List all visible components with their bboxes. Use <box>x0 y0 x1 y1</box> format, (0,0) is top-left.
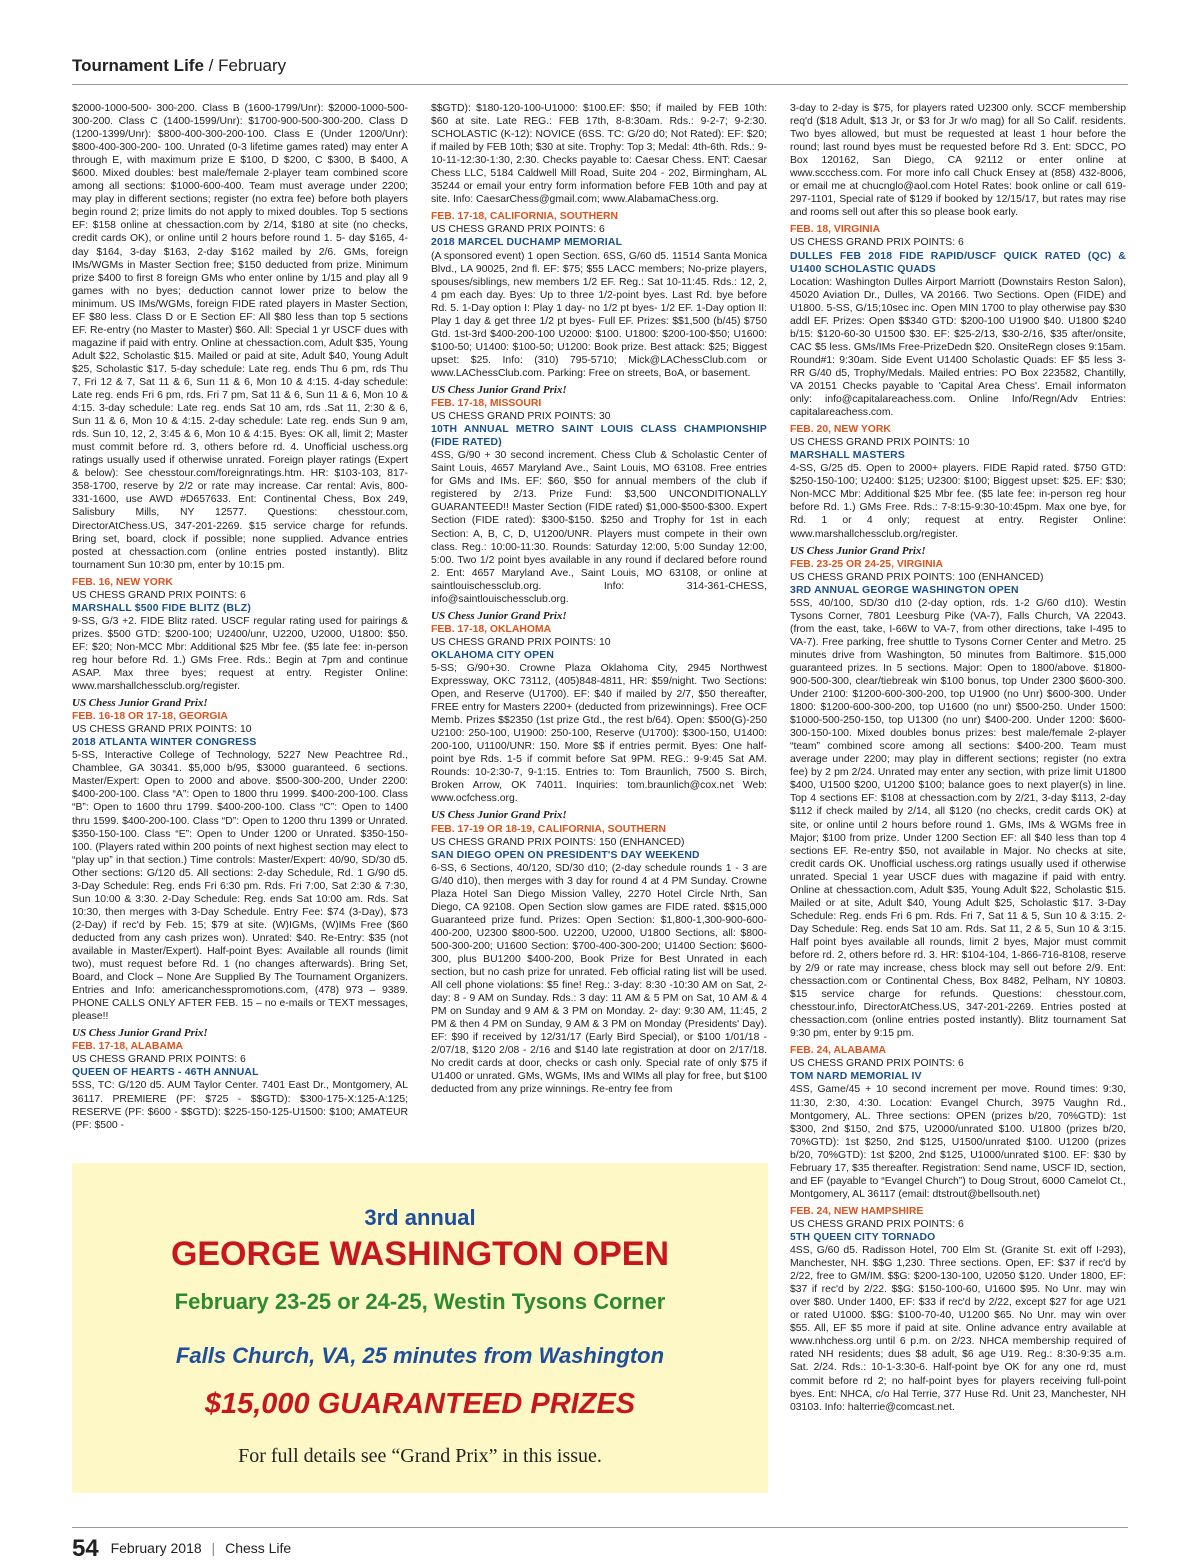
footer-separator: | <box>211 1540 216 1556</box>
event-listing <box>431 610 767 806</box>
column-3 <box>790 102 1126 1418</box>
grand-prix-points: US CHESS GRAND PRIX POINTS: 10 <box>72 724 252 736</box>
column-lead-text: 3-day to 2-day is $75, for players rated U2300 only. SCCF membership req'd ($18 Adult, $13 Jr, or $3 for Jr w/o mag) for all So Calif. residents. Two byes allowed, but must be requested at least 1 hour before the round; last round byes must be requested before Rd 3. Ent: SDCC, PO Box 120162, San Diego, CA 92112 or enter online at www.sccchess.com. For more info call Chuck Ensey at (858) 432-8006, or email me at chucnglo@aol.com Hotel Rates: book online or call 619-297-1101, Special rate of $129 if booked by 12/15/17, but rates may rise and rooms sell out after this so please book early. <box>790 103 1126 219</box>
header-slash: / <box>208 56 214 75</box>
event-listing <box>790 423 1126 540</box>
issue-date: February 2018 <box>110 1540 202 1556</box>
event-date: FEB. 16, NEW YORK <box>72 576 173 588</box>
event-details: Location: Washington Dulles Airport Marriott (Downstairs Reston Salon), 45020 Aviation Dr., Dulles, VA 20166. Two Sections. Open (FIDE) and U1800. 5-SS, G/15;10sec inc. Open MIN 1700 to play otherwise pay $30 addl EF. Prizes: Open $$340 GTD: $200-100 U1900 $40. U1800 $240 b/15: $120-60-30 U1500 $30. EF: $25-2/13, $30-2/16, $35 after/onsite, CAC $5 less. GMs/IMs Free-PrizeDedn $20. OnsiteRegn closes 9:15am. Round#1: 9:30am. Side Event U1400 Scholastic Quads: EF $5 less 3- RR G/40 d5, Trophy/Medals. Mailed entries: PO Box 223582, Chantilly, VA 20151 Checks payable to 'Capital Area Chess'. Email informaton only: info@capitalareachess.com. Online Info/Regn/Adv Entries: capitalareachess.com. <box>790 276 1126 419</box>
event-date: FEB. 17-18, ALABAMA <box>72 1041 184 1053</box>
event-details: 5SS, TC: G/120 d5. AUM Taylor Center. 7401 East Dr., Montgomery, AL 36117. PREMIERE (PF: $725 - $$GTD): $300-175-X:125-A:125; RESERVE (PF: $600 - $$GTD): $225-150-125-U1500: $100; AMATEUR (PF: $500 - <box>72 1080 408 1131</box>
header-rule <box>72 84 1128 85</box>
page-footer <box>72 1535 291 1563</box>
event-listing <box>72 576 408 693</box>
column-2 <box>431 102 767 1101</box>
event-name: QUEEN OF HEARTS - 46TH ANNUAL <box>72 1067 259 1079</box>
event-name: 5TH QUEEN CITY TORNADO <box>790 1231 936 1243</box>
junior-grand-prix-note: US Chess Junior Grand Prix! <box>431 809 567 822</box>
event-date: FEB. 16-18 OR 17-18, GEORGIA <box>72 711 228 723</box>
junior-grand-prix-note: US Chess Junior Grand Prix! <box>72 697 208 710</box>
event-name: MARSHALL MASTERS <box>790 450 905 462</box>
event-listing <box>431 384 767 606</box>
event-date: FEB. 17-19 OR 18-19, CALIFORNIA, SOUTHERN <box>431 823 666 835</box>
event-details: 4SS, G/60 d5. Radisson Hotel, 700 Elm St. (Granite St. exit off I-293), Manchester, NH. $$G 1,230. Three sections. Open, EF: $37 if rec'd by 2/22, free to GM/IM. $$G: $200-130-100, U2050 $120. Under 1800, EF: $37 if rec'd by 2/22. $$G: $150-100-60, U1600 $95. No Unr. may win over $80. Under 1400, EF: $33 if rec'd by 2/22, except $27 for age U21 or rated U1000. $$G: $100-70-40, U1200 $65. No Unr. may win over $55. All, EF $5 more if paid at site. Online advance entry available at www.nhchess.org until 6 p.m. on 2/23. NHCA membership required of rated NH residents; dues $8 adult, $6 age U19. Reg.: 8:30-9:35 a.m. Sat. 2/24. Rds.: 10-1-3:30-6. Half-point bye OK for any one rd, must commit before rd 2; no half-point byes for players receiving full-point byes. Ent: NHCA, c/o Hal Terrie, 377 Huse Rd. Unit 23, Manchester, NH 03103. Info: halterrie@comcast.net. <box>790 1245 1126 1413</box>
event-details: 5-SS, Interactive College of Technology, 5227 New Peachtree Rd., Chamblee, GA 30341. $5,000 b/95, $3000 guaranteed. 6 sections. Master/Expert: Open to 2000 and above. $500-300-200, Under 2200: $400-200-100. Class “A”: Open to 1800 thru 1999. $400-200-100. Class “B”: Open to 1600 thru 1799. $400-200-100. Class “C”: Open to 1400 thru 1599. $400-200-100. Class “D”: Open to 1200 thru 1399 or Unrated. $350-150-100. Class “E”: Open to Under 1200 or Unrated. $350-150-100. (Players rated within 200 points of next highest section may elect to “play up” in that section.) Time controls: Master/Expert: 40/90, SD/30 d5. Other sections: G/120 d5. All sections: 2-day Schedule, Rd. 1 G/90 d5. 3-Day Schedule: Reg. ends Fri 6:30 pm. Rds. Fri 7:00, Sat 2:30 & 7:30, Sun 10:00 & 3:30. 2-Day Schedule: Reg. ends Sat 10:00 am. Rds. Sat 10:30, then merges with 3-Day Schedule. Entry Fee: $74 (3-Day), $73 (2-Day) if rec'd by Feb. 15; $79 at site. (W)IGMs, (W)IMs Free ($60 deducted from any cash prizes won). Unrated: $40. Re-Entry: $35 (not available in Master/Expert). Half-point Byes: Available all rounds (limit two), must request before Rd. 1 (no changes afterwards). Bring Set, Board, and Clock – None Are Supplied By The Tournament Organizers. Entries and Info: americanchesspromotions.com, (478) 973 – 9389. PHONE CALLS ONLY AFTER FEB. 15 – no e-mails or TEXT messages, please!! <box>72 750 408 1023</box>
grand-prix-points: US CHESS GRAND PRIX POINTS: 6 <box>72 1054 246 1066</box>
ad-line-details: For full details see “Grand Prix” in this issue. <box>238 1445 602 1467</box>
event-date: FEB. 23-25 OR 24-25, VIRGINIA <box>790 558 944 570</box>
column-lead-text: $2000-1000-500- 300-200. Class B (1600-1799/Unr): $2000-1000-500-300-200. Class C (1400-1599/Unr): $1700-900-500-300-200. Class D (1200-1399/Unr): $800-400-300-200-100. Class E (Under 1200/Unr): $800-400-300-200- 100. Unrated (0-3 lifetime games rated) may enter A through E, with maximum prize E $100, D $200, C $300, B $400, A $600. Mixed doubles: best male/female 2-player team combined score among all sections: $1000-600-400. Team must average under 2200; may play in different sections; register (no extra fee) before both players begin round 2; prize limits do not apply to mixed doubles. Top 5 sections EF: $158 online at chessaction.com by 2/14, $180 at site (no checks, credit cards OK), or online until 2 hours before round 1. 5- day $165, 4-day $164, 3-day $163, 2-day $162 mailed by 2/6. GMs, foreign IMs/WGMs in Master Section free; $150 deducted from prize. Minimum prize $400 to first 8 foreign GMs who enter online by 1/15 and play all 9 games with no byes; deduction cannot lower prize to below the minimum. US IMs/WGMs, foreign FIDE rated players in Master Section, EF $80 less. Class D or E Section EF: All $80 less than top 5 sections EF. Re-entry (no Master to Master) $60. All: Special 1 yr USCF dues with magazine if paid with entry. Online at chessaction.com, Adult $35, Young Adult $22, Scholastic $15. Mailed or paid at site, Adult $40, Young Adult $25, Scholastic $17. 5-day schedule: Late reg. ends Thu 6 pm, rds Thu 7, Fri 12 & 7, Sat 11 & 6, Sun 11 & 6, Mon 10 & 4:15. 4-day schedule: Late reg. ends Fri 6 pm, rds. Fri 7 pm, Sat 11 & 6, Sun 11 & 6, Mon 10 & 4:15. 3-day schedule: Late reg. ends Sat 10 am, rds .Sat 11, 2:30 & 6, Sun 11 & 6, Mon 10 & 4:15. 2-day schedule: Late reg. ends Sun 9 am, rds. Sun 10, 12, 2, 3:45 & 6, Mon 10 & 4:15. Byes: OK all, limit 2; Master must commit before rd. 3, others before rd. 4. Unofficial uschess.org ratings usually used if otherwise unrated. Foreign player ratings (Expert & below): See chesstour.com/foreignratings.htm. HR: $103-103, 817-358-1700, reserve by 2/2 or rate may increase. Car rental: Avis, 800-331-1600, use AWD #D657633. Ent: Continental Chess, Box 249, Salisbury Mills, NY 12577. Questions: chesstour.com, DirectorAtChess.US, 347-201-2269. $15 service charge for refunds. Bring set, board, clock if possible; none supplied. Advance entries posted at chessaction.com (online entries posted instantly). Blitz tournament Sun 10:30 pm, enter by 10:15 pm. <box>72 103 408 571</box>
event-listing <box>790 1044 1126 1201</box>
running-header <box>72 56 286 76</box>
event-date: FEB. 24, ALABAMA <box>790 1045 887 1057</box>
event-date: FEB. 17-18, MISSOURI <box>431 398 542 410</box>
ad-line-location: Falls Church, VA, 25 minutes from Washington <box>175 1343 665 1368</box>
junior-grand-prix-note: US Chess Junior Grand Prix! <box>790 544 926 557</box>
event-date: FEB. 20, NEW YORK <box>790 424 891 436</box>
ad-line-dates: February 23-25 or 24-25, Westin Tysons Corner <box>174 1289 666 1314</box>
event-listing <box>790 223 1126 419</box>
grand-prix-points: US CHESS GRAND PRIX POINTS: 10 <box>790 437 970 449</box>
event-listing <box>72 697 408 1023</box>
event-listing <box>790 1205 1126 1414</box>
ad-line-prizes: $15,000 GUARANTEED PRIZES <box>204 1388 636 1420</box>
event-details: 4SS, G/90 + 30 second increment. Chess Club & Scholastic Center of Saint Louis, 4657 Maryland Ave., Saint Louis, MO 63108. Free entries for GMs and IMs. EF: $60, $50 for annual members of the club if registered by 2/13. Prize Fund: $3,500 UNCONDITIONALLY GUARANTEED!! Master Section (FIDE rated) $1,000-$500-$300. Expert Section (FIDE rated): $300-$150. $250 and Trophy for 1st in each Section: A, B, C, D, U1200/UNR. Players must compete in their own class. Reg.: 10:00-11:30. Rounds: Saturday 12:00, 5:00 Sunday 12:00, 5:00. Two 1/2 point byes available in any round if declared before round 2. Ent: 4657 Maryland Ave., Saint Louis, MO 63108, or online at saintlouischessclub.org. Info: 314-361-CHESS, info@saintlouischessclub.org. <box>431 450 767 605</box>
grand-prix-points: US CHESS GRAND PRIX POINTS: 30 <box>431 411 611 423</box>
column-1 <box>72 102 408 1136</box>
event-name: 10TH ANNUAL METRO SAINT LOUIS CLASS CHAMPIONSHIP (FIDE RATED) <box>431 424 767 449</box>
event-details: 5-SS; G/90+30. Crowne Plaza Oklahoma City, 2945 Northwest Expressway, OKC 73112, (405)848-4811, HR: $59/night. Two Sections: Open, and Reserve (U1700). EF: $40 if mailed by 2/7, $50 thereafter, FREE entry for Masters 2200+ (deducted from prizewinnings). Free OCF Memb. Prizes $$2350 (1st prize Gtd., the rest b/64). Open: $500(G)-250 U2100: 250-100, U1900: 250-100, Reserve (U1700): $300-150, U1400: 200-100, U1100/UNR: 150. More $$ if entries permit. Byes: One half-point bye Rds. 1-5 if commit before Sat 9PM. REG.: 9-9:45 Sat AM. Rounds: 10-2:30-7, 9-1:15. Entries to: Tom Braunlich, 7500 S. Birch, Broken Arrow, OK 74011. Inquiries: tom.braunlich@cox.net Web: www.ocfchess.org. <box>431 662 767 805</box>
column-lead-text: $$GTD): $180-120-100-U1000: $100.EF: $50; if mailed by FEB 10th: $60 at site. Late REG.: FEB 17th, 8-8:30am. Rds.: 9-2-7; 9-2:30. SCHOLASTIC (K-12): NOVICE (6SS. TC: G/20 d0; Not Rated): EF: $20; if mailed by FEB 10th; $30 at site. Trophy: Top 3; Medal: 4th-6th. Rds.: 9-10-11-12:30-1:30, 2:30. Checks payable to: Caesar Chess. ENT: Caesar Chess LLC, 5184 Caldwell Mill Road, Suite 204 - 202, Birmingham, AL 35244 or email your entry form information before FEB 10th and pay at site. Info: CaesarChess@gmail.com; www.AlabamaChess.org. <box>431 103 767 206</box>
event-name: OKLAHOMA CITY OPEN <box>431 649 555 661</box>
grand-prix-points: US CHESS GRAND PRIX POINTS: 6 <box>431 224 605 236</box>
event-date: FEB. 18, VIRGINIA <box>790 224 881 236</box>
grand-prix-points: US CHESS GRAND PRIX POINTS: 150 (ENHANCED) <box>431 836 685 848</box>
event-listing <box>790 545 1126 1041</box>
event-details: 4-SS, G/25 d5. Open to 2000+ players. FIDE Rapid rated. $750 GTD: $250-150-100; U2400: $125; U2300: $100; Biggest upset: $25. EF: $30; Non-MCC Mbr: Additional $25 Mbr fee. ($5 late fee: in-person reg hour before Rd. 1.) GMs Free. Rds.: 7-8:15-9:30-10:45pm. Max one bye, for Rd. 1 or 4 only; request at entry. Register Online: www.marshallchessclub.org/register. <box>790 463 1126 540</box>
event-name: DULLES FEB 2018 FIDE RAPID/USCF QUICK RATED (QC) & U1400 SCHOLASTIC QUADS <box>790 250 1126 275</box>
grand-prix-points: US CHESS GRAND PRIX POINTS: 6 <box>72 589 246 601</box>
grand-prix-points: US CHESS GRAND PRIX POINTS: 6 <box>790 237 964 249</box>
junior-grand-prix-note: US Chess Junior Grand Prix! <box>431 609 567 622</box>
event-details: 5SS, 40/100, SD/30 d10 (2-day option, rds. 1-2 G/60 d10). Westin Tysons Corner, 7801 Leesburg Pike (VA-7), Falls Church, VA 22043. (from the east, take, I-66W to VA-7, from other directions, take I-495 to VA-7). Free parking, free shuttle to Tysons Corner Center and Metro. 25 minutes drive from Washington, 50 minutes from Baltimore. $15,000 guaranteed prizes. In 5 sections. Major: Open to 1800/above. $1800-900-500-300, clear/tiebreak win $100 bonus, top Under 2300 $600-300. Under 2100: $1200-600-300-200, top U1900 (no Unr) $600-300. Under 1800: $1200-600-300-200, top U1600 (no unr) $500-250. Under 1500: $1000-500-250-150, top U1300 (no unr) $400-200. Under 1200: $600-300-150-100. Mixed doubles bonus prizes: best male/female 2-player “team” combined score among all sections: $400-200. Team must average under 2200; may play in different sections; register (no extra fee) by 2 pm 2/24. Unrated may enter any section, with prize limit U1800 $400, U1500 $200, U1200 $100; balance goes to next player(s) in line. Top 4 sections EF: $108 at chessaction.com by 2/21, 3-day $113, 2-day $112 if check mailed by 2/14, all $120 (no checks, credit cards OK) at site, or online until 2 hours before round 1. GMs, IMs & WGMs free in Major; $100 from prize. Under 1200 Section EF: all $40 less than top 4 sections EF. Re-entry $50, not available in Major. No checks at site, credit cards OK. Unofficial uschess.org ratings usually used if otherwise unrated. Special 1 year USCF dues with magazine if paid with entry. Online at chessaction.com, Adult $35, Young Adult $22, Scholastic $15. Mailed or at site, Adult $40, Young Adult $25, Scholastic $17. 3-Day Schedule: Reg. ends Fri 6 pm. Rds. Fri 7, Sat 11 & 5, Sun 10 & 3:15. 2-Day Schedule: Reg. ends Sat 10 am. Rds. Sat 11, 2 & 5, Sun 10 & 3:15. Half point byes available all rounds, limit 2 byes, Major must commit before rd. 2, others before rd. 3. HR: $104-104, 1-866-716-8108, reserve by 2/9 or rate may increase, chess block may sell out before 2/9. Ent: chessaction.com or Continental Chess, Box 8482, Pelham, NY 10803. $15 service charge for refunds. Questions: chesstour.com, chesstour.info, DirectorAtChess.US, 347-201-2269. Entries posted at chessaction.com (online entries posted instantly). Blitz tournament Sat 9:30 pm, enter by 9:15 pm. <box>790 597 1126 1040</box>
event-date: FEB. 17-18, CALIFORNIA, SOUTHERN <box>431 211 619 223</box>
page-number: 54 <box>72 1535 99 1562</box>
event-details: 4SS, Game/45 + 10 second increment per move. Round times: 9:30, 11:30, 2:30, 4:30. Location: Evangel Church, 3975 Vaughn Rd., Montgomery, AL. Three sections: OPEN (prizes b/20, 70%GTD): 1st $300, 2nd $150, 2nd $75, U2000/unrated $100. U1800 (prizes b/20, 70%GTD): 1st $250, 2nd $125, U1500/unrated $100. U1200 (prizes b/20, 70%GTD): 1st $200, 2nd $125, U1000/unrated $100. EF: $30 by February 17, $35 thereafter. Registration: Send name, USCF ID, section, and EF (payable to “Evangel Church”) to Doug Strout, 6000 Camelot Ct., Montgomery, AL 36117 (email: dtstrout@bellsouth.net) <box>790 1084 1126 1200</box>
event-date: FEB. 24, NEW HAMPSHIRE <box>790 1205 924 1217</box>
section-title: Tournament Life <box>72 56 204 75</box>
event-name: SAN DIEGO OPEN ON PRESIDENT'S DAY WEEKEND <box>431 849 700 861</box>
ad-line-title: GEORGE WASHINGTON OPEN <box>170 1235 670 1273</box>
event-name: 2018 MARCEL DUCHAMP MEMORIAL <box>431 237 623 249</box>
event-name: MARSHALL $500 FIDE BLITZ (BLZ) <box>72 602 251 614</box>
grand-prix-points: US CHESS GRAND PRIX POINTS: 6 <box>790 1058 964 1070</box>
grand-prix-points: US CHESS GRAND PRIX POINTS: 100 (ENHANCED) <box>790 571 1044 583</box>
event-listing <box>72 1027 408 1131</box>
event-date: FEB. 17-18, OKLAHOMA <box>431 623 552 635</box>
magazine-name: Chess Life <box>225 1540 292 1556</box>
event-details: (A sponsored event) 1 open Section. 6SS, G/60 d5. 11514 Santa Monica Blvd., LA 90025, 2nd fl. EF: $75; $55 LACC members; No-prize players, spouses/siblings, new members 1/2 EF. Reg.: Sat 10-11:45. Rds.: 12, 2, 4 pm each day. Byes: Up to three 1/2-point byes. Last Rd. bye before Rd. 5. 1-Day option I: Play 1 day- no 1/2 pt byes- 1/2 EF. 1-Day option II: Play 1 day & get three 1/2 pt byes- Full EF. Prizes: $$1,500 (b/45) $750 Gtd. 1st-3rd $400-200-100 U2000: $100. U1800: $200-100-$50; U1600: $100-50; U1400: $100-50; U1200: Book prize. Best attack: $25; Biggest upset: $25. Info: (310) 795-5710; Mick@LAChessClub.com or www.LAChessClub.com. Parking: Free on streets, BoA, or basement. <box>431 250 767 379</box>
event-listing <box>431 210 767 380</box>
george-washington-open-ad <box>72 1163 768 1493</box>
event-name: 2018 ATLANTA WINTER CONGRESS <box>72 737 257 749</box>
junior-grand-prix-note: US Chess Junior Grand Prix! <box>431 383 567 396</box>
junior-grand-prix-note: US Chess Junior Grand Prix! <box>72 1027 208 1040</box>
event-name: 3RD ANNUAL GEORGE WASHINGTON OPEN <box>790 584 1019 596</box>
event-details: 6-SS, 6 Sections, 40/120, SD/30 d10; (2-day schedule rounds 1 - 3 are G/40 d10), then merges with 3 day for round 4 at 4 PM Sunday. Crowne Plaza Hotel San Diego Mission Valley, 2270 Hotel Circle Nrth, San Diego, CA 92108. Open Section slow games are FIDE rated. $$15,000 Guaranteed prize fund. Prizes: Open Section: $1,800-1,300-900-600-400-200, U2300 $800-500. U2200, U2000, U1800 Sections, all: $800-500-300-200; U1600 Section: $700-400-300-200; U1400 Section: $600-300, plus BU1200 $400-200, Book Prize for Best Unrated in each section, but no cash prize for unrated. Feb official rating list will be used. All cell phone violations: $5 fine! Reg.: 3-day: 8:30 -10:30 AM on Sat, 2-day: 8 - 9 AM on Sunday. Rds.: 3 day: 11 AM & 5 PM on Sat, 10 AM & 4 PM on Sunday and 9 AM & 3 PM on Monday. 2- day: 9:30 AM, 11:45, 2 PM & then 4 PM on Sunday, 9 AM & 3 PM on Monday (Presidents' Day). EF: $90 if received by 12/31/17 (Early Bird Special), or $100 1/01/18 - 2/07/18, $120 2/08 - 2/16 and $140 late registration at door on 2/17/18. No credit cards at door, checks or cash only. Special rate of only $75 if U1400 or unrated. GMs, WGMs, IMs and WIMs all play for free, but $100 deducted from any prize winnings. Re-entry fee from <box>431 862 767 1096</box>
grand-prix-points: US CHESS GRAND PRIX POINTS: 10 <box>431 636 611 648</box>
event-details: 9-SS, G/3 +2. FIDE Blitz rated. USCF regular rating used for pairings & prizes. $500 GTD: $200-100; U2400/unr, U2200, U2000, U1800: $50. EF: $20; Non-MCC Mbr: Additional $25 Mbr fee. ($5 late fee: in-person reg hour before Rd. 1.) GMs Free. Rds.: Begin at 7pm and continue ASAP. Max three byes; request at entry. Register Online: www.marshallchessclub.org/register. <box>72 615 408 693</box>
ad-line-annual: 3rd annual <box>364 1205 476 1230</box>
event-name: TOM NARD MEMORIAL IV <box>790 1071 922 1083</box>
header-month: February <box>218 56 287 75</box>
grand-prix-points: US CHESS GRAND PRIX POINTS: 6 <box>790 1218 964 1230</box>
footer-rule <box>72 1527 1128 1528</box>
event-listing <box>431 809 767 1096</box>
